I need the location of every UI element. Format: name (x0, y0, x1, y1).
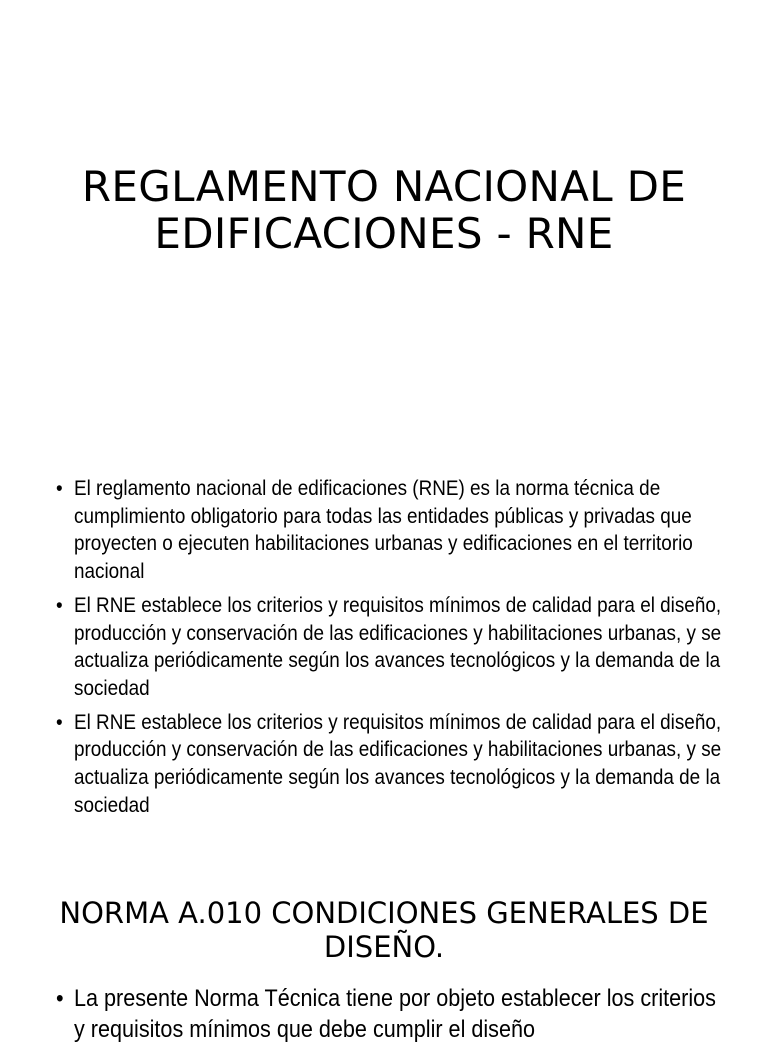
bullet-icon: • (56, 710, 63, 734)
bullet-text: El RNE establece los criterios y requisitos mínimos de calidad para el diseño, producción y conservación de las edificaciones y habilitaciones urbanas, y se actualiza periódicamente según los avances tecnológicos y la demanda de la sociedad (74, 593, 722, 700)
bullet-list (56, 475, 722, 825)
bullet-text: El reglamento nacional de edificaciones (RNE) es la norma técnica de cumplimiento obligatorio para todas las entidades públicas y privadas que proyecten o ejecuten habilitaciones urbanas y edificaciones en el territorio nacional (74, 477, 693, 584)
list-item (56, 983, 727, 1045)
list-item (56, 709, 727, 820)
bullet-icon: • (56, 593, 63, 617)
bullet-text: El RNE establece los criterios y requisitos mínimos de calidad para el diseño, producción y conservación de las edificaciones y habilitaciones urbanas, y se actualiza periódicamente según los avances tecnológicos y la demanda de la sociedad (74, 710, 722, 817)
section-bullet-list (56, 983, 716, 1045)
list-item (56, 475, 727, 586)
bullet-icon: • (56, 477, 63, 500)
bullet-text: La presente Norma Técnica tiene por objeto establecer los criterios y requisitos mínimos que debe cumplir el diseño (74, 985, 716, 1043)
section-title: NORMA A.010 CONDICIONES GENERALES DE DISEÑO. (59, 896, 709, 964)
list-item (56, 592, 727, 703)
page-title: REGLAMENTO NACIONAL DE EDIFICACIONES - RNE (81, 162, 687, 258)
bullet-icon: • (56, 985, 64, 1012)
